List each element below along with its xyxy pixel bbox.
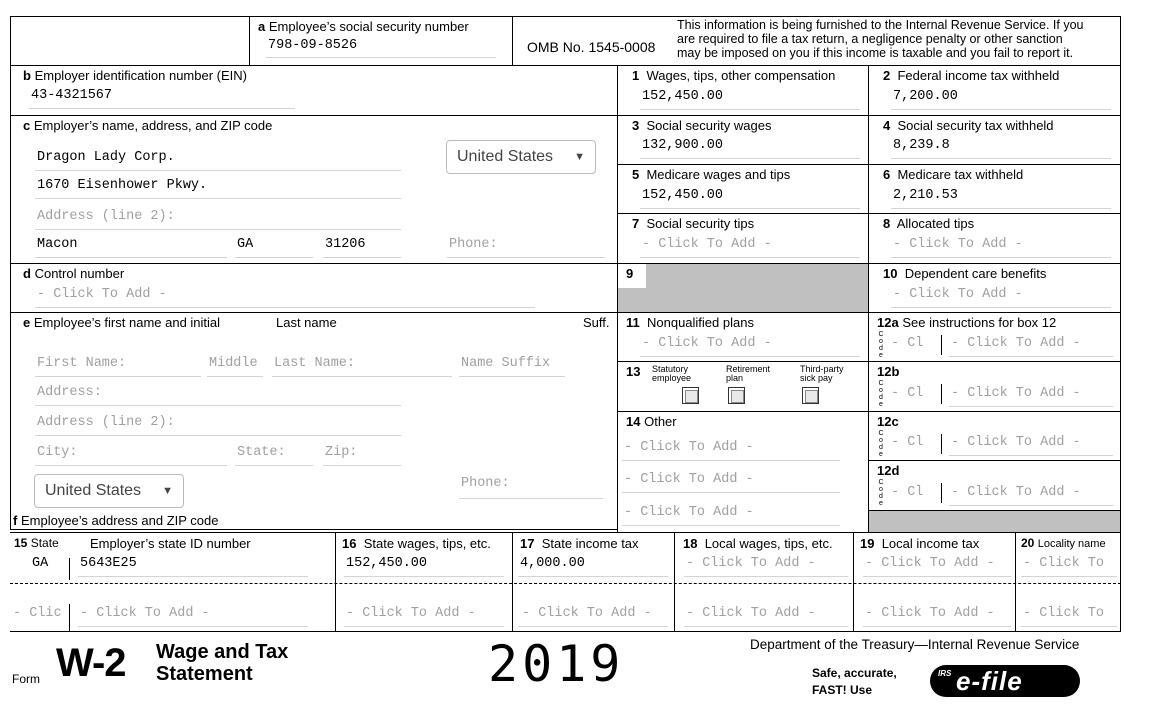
box-5-medicare-wages[interactable] (617, 164, 869, 214)
box-12b-code[interactable]: - Cl (891, 386, 924, 401)
safe-line-1: Safe, accurate, (812, 666, 897, 680)
box-14-num: 14 (626, 414, 641, 429)
employer-address-2[interactable]: Address (line 2): (37, 209, 175, 224)
box-12a-num: 12a (877, 315, 899, 330)
form-title-line-1: Wage and Tax (156, 641, 289, 663)
box-12-grey-filler (868, 510, 1121, 533)
state-1-id[interactable]: 5643E25 (80, 556, 137, 571)
box-10-num: 10 (883, 266, 898, 281)
employee-phone[interactable]: Phone: (461, 476, 510, 491)
box-13-checkboxes (617, 361, 869, 412)
box-14-label: Other (644, 414, 677, 429)
statutory-checkbox[interactable] (682, 387, 699, 404)
box-a-letter: a (258, 19, 266, 34)
employer-country-select[interactable] (446, 140, 596, 174)
box-6-medicare-tax[interactable] (868, 164, 1121, 214)
code-letter-e: e (879, 500, 883, 507)
box-19-label: Local income tax (881, 536, 980, 551)
employee-address-2[interactable]: Address (line 2): (37, 415, 175, 430)
local-1-wages[interactable]: - Click To Add - (686, 556, 816, 571)
form-name: W-2 (56, 641, 126, 685)
box-2-value[interactable]: 7,200.00 (893, 89, 958, 104)
notice-line-1: This information is being furnished to the Internal Revenue Service. If you (677, 18, 1084, 32)
efile-prefix: IRS (938, 669, 952, 678)
box-12b[interactable] (868, 361, 1121, 412)
box-a-label: Employee’s social security number (268, 19, 469, 34)
local-2-wages[interactable]: - Click To Add - (686, 606, 816, 621)
box-12c[interactable] (868, 411, 1121, 461)
box-11-nonqualified[interactable] (617, 312, 869, 362)
box-6-label: Medicare tax withheld (897, 167, 1024, 182)
box-12a[interactable] (868, 312, 1121, 362)
box-8-allocated-tips[interactable] (868, 213, 1121, 264)
notice-line-2: are required to file a tax return, a negligence penalty or other sanction (677, 32, 1063, 46)
state-2-id[interactable]: - Click To Add - (80, 606, 210, 621)
retirement-label-2: plan (726, 373, 744, 383)
box-8-label: Allocated tips (896, 216, 975, 231)
code-letter-o: o (879, 437, 883, 444)
employee-city[interactable]: City: (37, 445, 78, 460)
employee-suffix[interactable]: Name Suffix (461, 356, 551, 371)
employer-name[interactable]: Dragon Lady Corp. (37, 150, 175, 165)
box-d-control[interactable] (10, 263, 618, 313)
thirdparty-checkbox[interactable] (802, 387, 819, 404)
box-18-num: 18 (683, 536, 698, 551)
statutory-label-2: employee (652, 373, 692, 383)
box-2-label: Federal income tax withheld (897, 68, 1060, 83)
employee-first-name[interactable]: First Name: (37, 356, 127, 371)
box-11-label: Nonqualified plans (646, 315, 754, 330)
employer-phone[interactable]: Phone: (449, 237, 498, 252)
box-a-ssn[interactable] (249, 16, 513, 66)
box-12c-amount[interactable]: - Click To Add - (951, 435, 1081, 450)
locality-1[interactable]: - Click To (1023, 556, 1105, 571)
box-9 (617, 263, 869, 313)
box-15-num: 15 (14, 536, 28, 550)
box-c-letter: c (23, 118, 31, 133)
code-letter-e: e (879, 401, 883, 408)
box-10-placeholder[interactable]: - Click To Add - (893, 287, 1023, 302)
box-1-label: Wages, tips, other compensation (646, 68, 836, 83)
box-5-num: 5 (632, 167, 640, 182)
notice-line-3: may be imposed on you if this income is taxable and you fail to report it. (677, 46, 1074, 60)
employee-state[interactable]: State: (237, 445, 286, 460)
box-14-line-2[interactable]: - Click To Add - (624, 472, 754, 487)
box-12d[interactable] (868, 460, 1121, 511)
box-20-num: 20 (1021, 536, 1035, 550)
box-4-label: Social security tax withheld (897, 118, 1054, 133)
box-16-label: State wages, tips, etc. (363, 536, 491, 551)
box-12d-amount[interactable]: - Click To Add - (951, 485, 1081, 500)
box-10-dependent-care[interactable] (868, 263, 1121, 313)
box-16-num: 16 (342, 536, 357, 551)
ein-value[interactable]: 43-4321567 (31, 88, 113, 103)
code-letter-d: d (879, 444, 883, 451)
box-d-placeholder[interactable]: - Click To Add - (37, 287, 167, 302)
box-6-value[interactable]: 2,210.53 (893, 188, 958, 203)
box-blank-topleft (10, 16, 250, 66)
box-14-line-3[interactable]: - Click To Add - (624, 505, 754, 520)
treasury-dept: Department of the Treasury—Internal Revenue Service (750, 637, 1080, 652)
box-8-placeholder[interactable]: - Click To Add - (893, 237, 1023, 252)
box-e-suff-label: Suff. (583, 315, 610, 330)
box-12c-code[interactable]: - Cl (891, 435, 924, 450)
box-17-label: State income tax (541, 536, 639, 551)
code-letter-d: d (879, 345, 883, 352)
employee-country-value: United States (45, 482, 142, 499)
box-20-label: Locality name (1037, 538, 1106, 550)
code-letter-o: o (879, 338, 883, 345)
box-e-last-label: Last name (276, 315, 337, 330)
box-c-employer (10, 115, 618, 264)
efile-text: e-file (956, 666, 1023, 696)
box-3-num: 3 (632, 118, 640, 133)
box-10-label: Dependent care benefits (904, 266, 1047, 281)
code-letter-d: d (879, 394, 883, 401)
box-18-label: Local wages, tips, etc. (704, 536, 833, 551)
box-b-ein[interactable] (10, 65, 618, 116)
statutory-label-1: Statutory (652, 364, 689, 374)
box-17-num: 17 (520, 536, 535, 551)
box-14-other (617, 411, 869, 533)
box-12a-code[interactable]: - Cl (891, 336, 924, 351)
state-row-divider (10, 583, 1121, 584)
box-12d-code[interactable]: - Cl (891, 485, 924, 500)
box-15-label: State (30, 536, 59, 550)
chevron-down-icon: ▼ (574, 151, 585, 163)
box-19-num: 19 (860, 536, 875, 551)
state-1-tax[interactable]: 4,000.00 (520, 556, 585, 571)
box-f-label: Employee’s address and ZIP code (20, 513, 219, 528)
box-6-num: 6 (883, 167, 891, 182)
box-12a-amount[interactable]: - Click To Add - (951, 336, 1081, 351)
box-c-label: Employer’s name, address, and ZIP code (33, 118, 273, 133)
code-letter-e: e (879, 352, 883, 359)
box-4-value[interactable]: 8,239.8 (893, 138, 950, 153)
box-2-fed-tax[interactable] (868, 65, 1121, 116)
chevron-down-icon: ▼ (162, 485, 173, 497)
retirement-label-1: Retirement (726, 364, 771, 374)
box-2-num: 2 (883, 68, 891, 83)
box-1-wages[interactable] (617, 65, 869, 116)
tax-year: 2019 (488, 635, 625, 693)
ssn-value[interactable]: 798-09-8526 (268, 38, 358, 53)
employee-last-name[interactable]: Last Name: (274, 356, 356, 371)
code-letter-d: d (879, 493, 883, 500)
box-b-label: Employer identification number (EIN) (34, 68, 247, 83)
box-9-num: 9 (626, 266, 634, 281)
box-12b-num: 12b (877, 364, 900, 379)
employer-country-value: United States (457, 148, 554, 165)
box-13-num: 13 (626, 364, 641, 379)
employee-middle[interactable]: Middle (209, 356, 258, 371)
employer-zip[interactable]: 31206 (325, 237, 366, 252)
box-12b-amount[interactable]: - Click To Add - (951, 386, 1081, 401)
employee-country-select[interactable] (34, 474, 184, 508)
code-letter-c: C (878, 430, 884, 437)
employee-address-1[interactable]: Address: (37, 385, 102, 400)
box-e-letter: e (23, 315, 31, 330)
box-7-label: Social security tips (646, 216, 755, 231)
local-2-tax[interactable]: - Click To Add - (865, 606, 995, 621)
box-14-line-1[interactable]: - Click To Add - (624, 440, 754, 455)
retirement-checkbox[interactable] (728, 387, 745, 404)
box-d-label: Control number (34, 266, 125, 281)
box-1-num: 1 (632, 68, 640, 83)
box-1-value[interactable]: 152,450.00 (642, 89, 724, 104)
efile-logo (930, 665, 1080, 697)
employer-address-1[interactable]: 1670 Eisenhower Pkwy. (37, 178, 208, 193)
box-5-value[interactable]: 152,450.00 (642, 188, 724, 203)
code-letter-c: C (878, 331, 884, 338)
form-word: Form (12, 672, 40, 686)
safe-line-2: FAST! Use (812, 683, 873, 697)
box-5-label: Medicare wages and tips (646, 167, 791, 182)
code-letter-o: o (879, 387, 883, 394)
local-1-tax[interactable]: - Click To Add - (865, 556, 995, 571)
box-b-letter: b (23, 68, 31, 83)
box-3-ss-wages[interactable] (617, 115, 869, 165)
state-2-tax[interactable]: - Click To Add - (522, 606, 652, 621)
box-12a-label: See instructions for box 12 (902, 315, 1057, 330)
box-8-num: 8 (883, 216, 891, 231)
code-letter-c: C (878, 479, 884, 486)
box-3-label: Social security wages (646, 118, 772, 133)
state-1-wages[interactable]: 152,450.00 (346, 556, 428, 571)
box-7-num: 7 (632, 216, 640, 231)
box-12c-num: 12c (877, 414, 899, 429)
box-3-value[interactable]: 132,900.00 (642, 138, 724, 153)
box-4-ss-tax[interactable] (868, 115, 1121, 165)
state-1-code[interactable]: GA (32, 556, 49, 571)
employer-state[interactable]: GA (237, 237, 254, 252)
box-d-letter: d (23, 266, 31, 281)
form-title-line-2: Statement (156, 663, 253, 685)
box-7-ss-tips[interactable] (617, 213, 869, 264)
thirdparty-label-2: sick pay (800, 373, 833, 383)
state-2-code[interactable]: - Clic (13, 606, 62, 621)
thirdparty-label-1: Third-party (800, 364, 844, 374)
box-11-placeholder[interactable]: - Click To Add - (642, 336, 772, 351)
box-4-num: 4 (883, 118, 891, 133)
locality-2[interactable]: - Click To (1023, 606, 1105, 621)
box-7-placeholder[interactable]: - Click To Add - (642, 237, 772, 252)
code-letter-e: e (879, 451, 883, 458)
box-15-id-label: Employer’s state ID number (90, 536, 251, 551)
box-e-label: Employee’s first name and initial (33, 315, 221, 330)
code-letter-c: C (878, 380, 884, 387)
code-letter-o: o (879, 486, 883, 493)
employer-city[interactable]: Macon (37, 237, 78, 252)
box-11-num: 11 (626, 315, 640, 330)
state-2-wages[interactable]: - Click To Add - (346, 606, 476, 621)
employee-zip[interactable]: Zip: (325, 445, 358, 460)
box-12d-num: 12d (877, 463, 900, 478)
omb-number: OMB No. 1545-0008 (527, 39, 656, 55)
omb-box (512, 16, 1121, 66)
box-f-letter: f (13, 513, 18, 528)
